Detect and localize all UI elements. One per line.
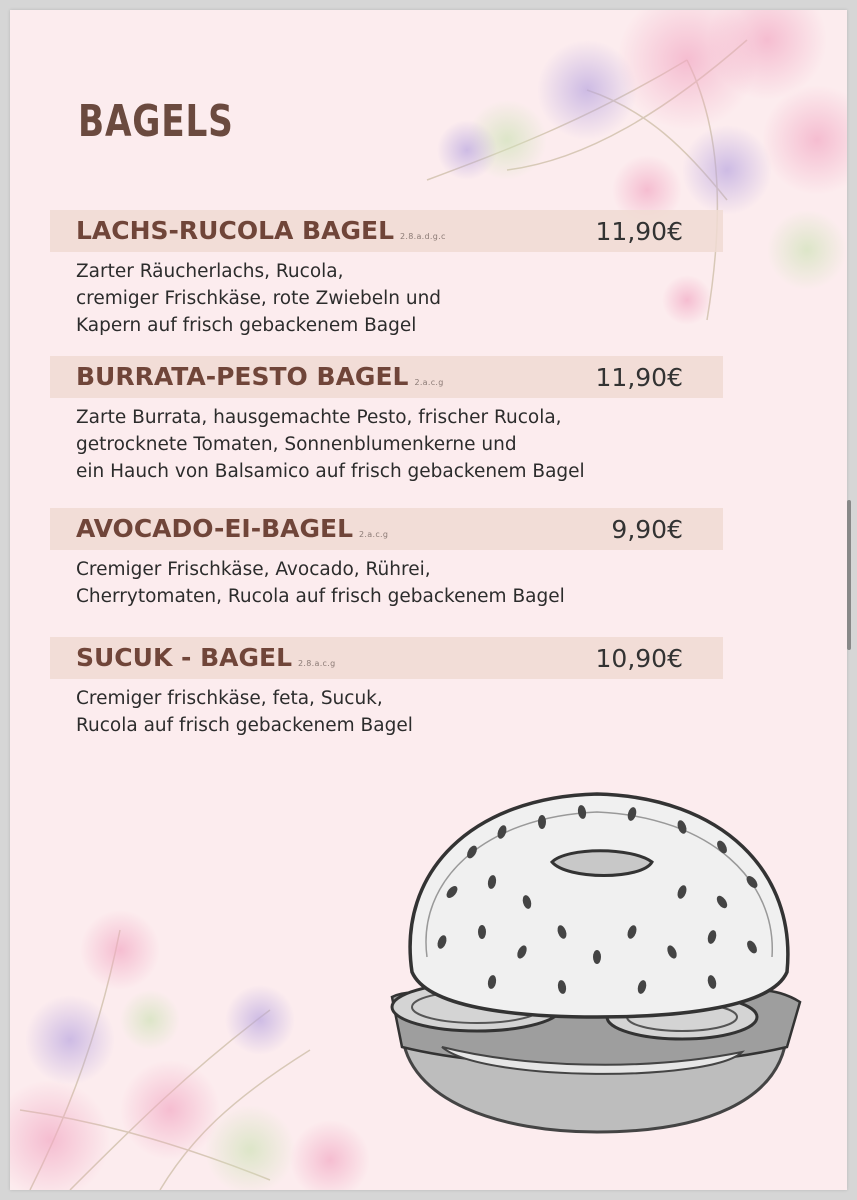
menu-item-header	[50, 210, 723, 252]
menu-item-price: 9,90€	[611, 515, 683, 544]
menu-item-description	[76, 404, 730, 485]
menu-item	[50, 637, 730, 739]
description-line: Kapern auf frisch gebackenem Bagel	[76, 315, 417, 336]
page-title: BAGELS	[78, 96, 234, 147]
allergen-code: 2.8.a.c.g	[298, 659, 336, 668]
menu-item-header	[50, 356, 723, 398]
menu-item-header	[50, 508, 723, 550]
description-line: Cherrytomaten, Rucola auf frisch gebackenem Bagel	[76, 586, 565, 607]
floral-bottom-icon	[10, 910, 430, 1190]
menu-item-description	[76, 556, 730, 610]
scrollbar[interactable]	[847, 500, 851, 650]
bagel-sandwich-illustration-icon	[382, 782, 808, 1134]
description-line: Rucola auf frisch gebackenem Bagel	[76, 715, 413, 736]
menu-item-name	[76, 216, 446, 245]
allergen-code: 2.a.c.g	[359, 530, 389, 539]
description-line: Cremiger frischkäse, feta, Sucuk,	[76, 688, 383, 709]
item-name-text: SUCUK - BAGEL	[76, 643, 293, 672]
description-line: cremiger Frischkäse, rote Zwiebeln und	[76, 288, 442, 309]
allergen-code: 2.8.a.d.g.c	[400, 232, 446, 241]
description-line: Zarter Räucherlachs, Rucola,	[76, 261, 344, 282]
menu-item	[50, 508, 730, 610]
menu-page	[10, 10, 847, 1190]
description-line: getrocknete Tomaten, Sonnenblumenkerne und	[76, 434, 517, 455]
menu-item-price: 11,90€	[595, 217, 683, 246]
menu-item-price: 11,90€	[595, 363, 683, 392]
description-line: ein Hauch von Balsamico auf frisch gebackenem Bagel	[76, 461, 585, 482]
description-line: Zarte Burrata, hausgemachte Pesto, frischer Rucola,	[76, 407, 562, 428]
menu-item-name	[76, 643, 335, 672]
menu-item-name	[76, 362, 444, 391]
menu-item-name	[76, 514, 388, 543]
menu-item-description	[76, 685, 730, 739]
description-line: Cremiger Frischkäse, Avocado, Rührei,	[76, 559, 431, 580]
menu-item-header	[50, 637, 723, 679]
menu-item	[50, 210, 730, 339]
menu-item-description	[76, 258, 730, 339]
item-name-text: AVOCADO-EI-BAGEL	[76, 514, 354, 543]
item-name-text: LACHS-RUCOLA BAGEL	[76, 216, 394, 245]
menu-item-price: 10,90€	[595, 644, 683, 673]
allergen-code: 2.a.c.g	[414, 378, 444, 387]
menu-item	[50, 356, 730, 485]
item-name-text: BURRATA-PESTO BAGEL	[76, 362, 409, 391]
